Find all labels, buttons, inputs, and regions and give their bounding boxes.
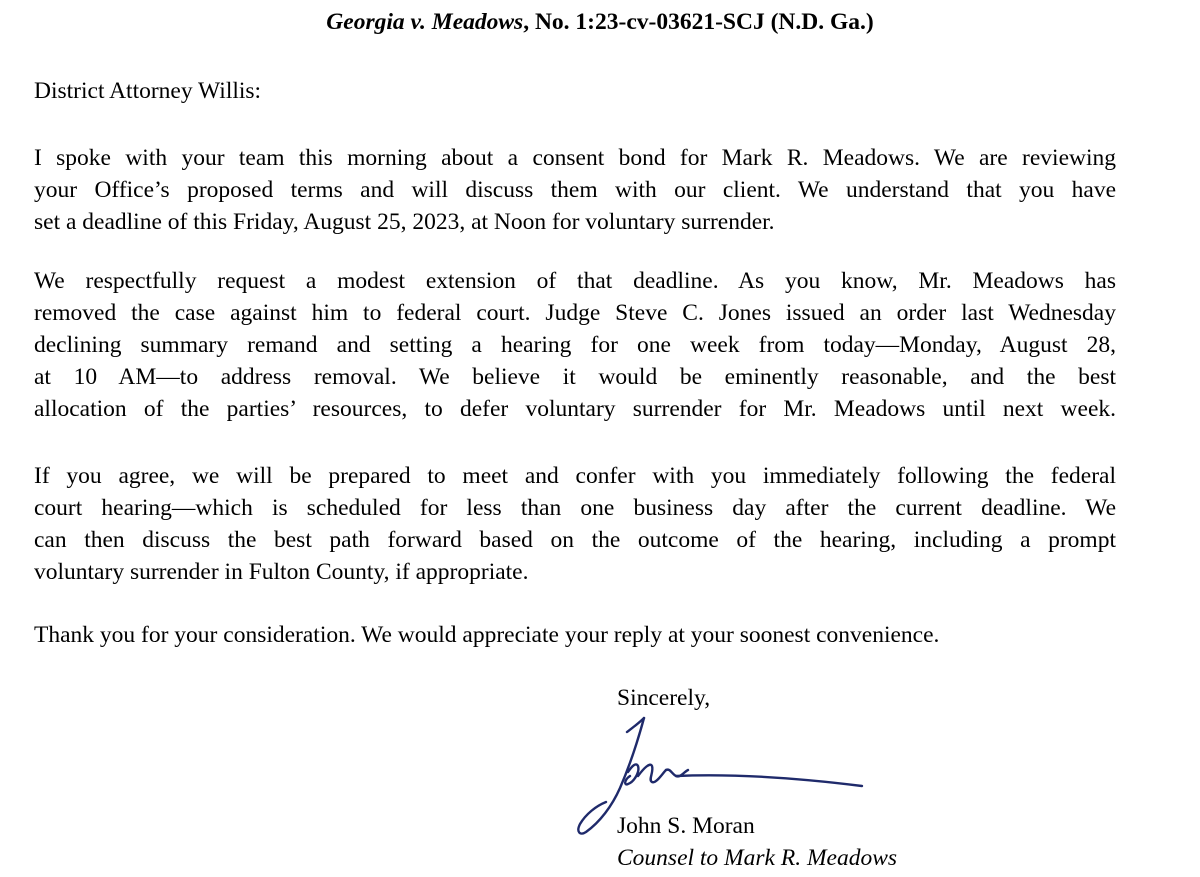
paragraph-4 [34, 619, 1116, 651]
paragraph-line: If you agree, we will be prepared to meet and confer with you immediately following the federal [34, 463, 1116, 489]
paragraph-line: set a deadline of this Friday, August 25, 2023, at Noon for voluntary surrender. [34, 209, 775, 235]
paragraph-line: removed the case against him to federal court. Judge Steve C. Jones issued an order last Wednesday [34, 300, 1116, 326]
signer-title: Counsel to Mark R. Meadows [617, 845, 898, 871]
paragraph-line: I spoke with your team this morning about a consent bond for Mark R. Meadows. We are reviewing [34, 145, 1116, 171]
case-caption [0, 6, 1200, 38]
paragraph-2 [34, 265, 1116, 425]
paragraph-line: can then discuss the best path forward based on the outcome of the hearing, including a prompt [34, 527, 1116, 553]
signer-name: John S. Moran [617, 813, 755, 839]
case-number: , No. 1:23-cv-03621-SCJ (N.D. Ga.) [523, 9, 874, 35]
paragraph-line: We respectfully request a modest extension of that deadline. As you know, Mr. Meadows has [34, 268, 1116, 294]
paragraph-line: Thank you for your consideration. We would appreciate your reply at your soonest convenience. [34, 622, 940, 648]
paragraph-line: at 10 AM—to address removal. We believe it would be eminently reasonable, and the best [34, 364, 1116, 390]
paragraph-line: voluntary surrender in Fulton County, if appropriate. [34, 559, 529, 585]
case-name: Georgia v. Meadows [326, 9, 524, 35]
salutation: District Attorney Willis: [34, 78, 262, 104]
paragraph-1 [34, 142, 1116, 238]
paragraph-line: your Office’s proposed terms and will discuss them with our client. We understand that you have [34, 177, 1116, 203]
paragraph-3 [34, 460, 1116, 588]
paragraph-line: court hearing—which is scheduled for less than one business day after the current deadline. We [34, 495, 1116, 521]
paragraph-line: allocation of the parties’ resources, to defer voluntary surrender for Mr. Meadows until next week. [34, 396, 1116, 422]
closing: Sincerely, [617, 685, 711, 711]
paragraph-line: declining summary remand and setting a hearing for one week from today—Monday, August 28, [34, 332, 1116, 358]
